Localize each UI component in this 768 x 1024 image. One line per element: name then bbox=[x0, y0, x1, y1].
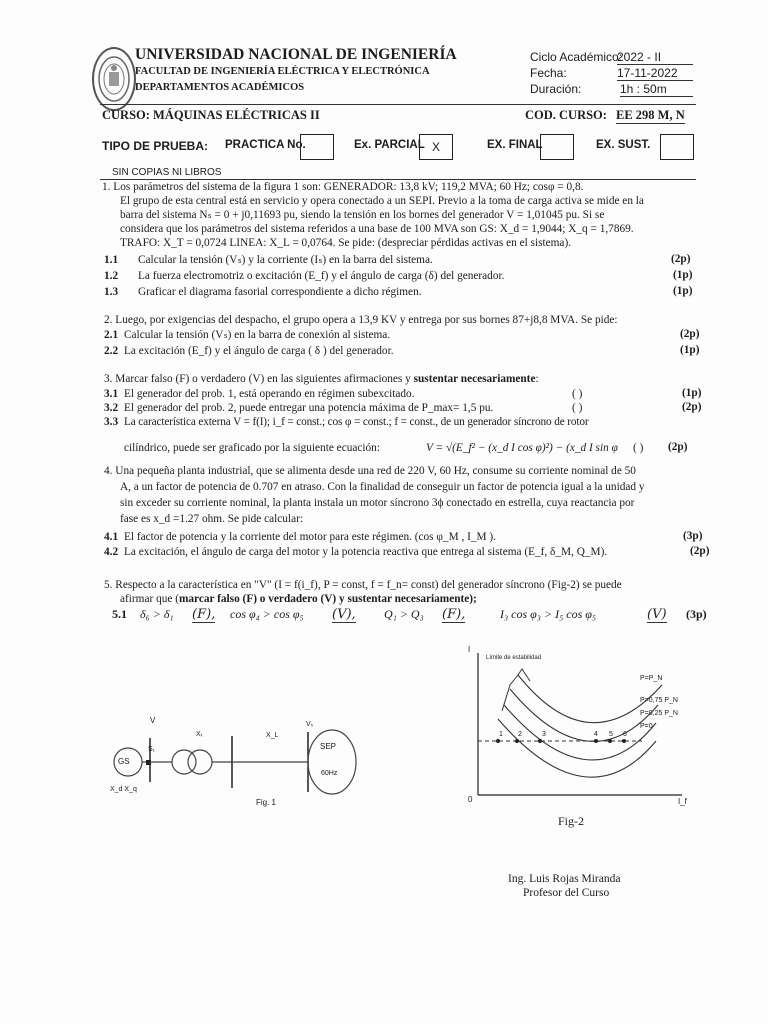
q3-1-number: 3.1 bbox=[104, 388, 119, 400]
q3-3-answer-box[interactable]: ( ) bbox=[633, 442, 644, 454]
q4-line-3: sin exceder su corriente nominal, la planta instala un motor síncrono 3ϕ conectado en estrella, cuya reactancia por bbox=[120, 497, 635, 509]
q2-line-1: 2. Luego, por exigencias del despacho, el grupo opera a 13,9 KV y entrega por sus bornes 87+j8,8 MVA. Se pide: bbox=[104, 314, 618, 326]
fig2-point-2: 2 bbox=[518, 731, 522, 738]
fig1-hz-label: 60Hz bbox=[321, 770, 338, 777]
fig2-curve-label-025: P=0,25 P_N bbox=[640, 710, 678, 717]
fig2-curve-label-0: P=0 bbox=[640, 723, 653, 730]
q1-line-1: 1. Los parámetros del sistema de la figura 1 son: GENERADOR: 13,8 kV; 119,2 MVA; 60 Hz; cosφ = 0,8. bbox=[102, 181, 584, 193]
power-system-symbol bbox=[308, 730, 356, 794]
q1-line-5: TRAFO: X_T = 0,0724 LINEA: X_L = 0,0764. Se pide: (despreciar pérdidas activas en el sistema). bbox=[120, 237, 572, 249]
fig1-xdxq-label: X_d X_q bbox=[110, 786, 137, 793]
figure-1-diagram bbox=[110, 710, 370, 820]
fig1-caption: Fig. 1 bbox=[256, 798, 277, 807]
q5-intro: afirmar que ( bbox=[120, 593, 179, 605]
q3-line-1 bbox=[104, 372, 539, 386]
course-code-label: COD. CURSO: bbox=[525, 108, 607, 122]
professor-name: Ing. Luis Rojas Miranda bbox=[508, 873, 621, 885]
q1-2-points: (1p) bbox=[673, 269, 693, 281]
q1-1-points: (2p) bbox=[671, 253, 691, 265]
fig1-gs-label: GS bbox=[118, 757, 130, 766]
figure-2-v-curves bbox=[460, 645, 690, 815]
q3-3-text-2: cilíndrico, puede ser graficado por la siguiente ecuación: bbox=[124, 442, 380, 454]
sust-label: EX. SUST. bbox=[596, 139, 651, 151]
final-checkbox[interactable] bbox=[540, 134, 574, 160]
university-seal bbox=[92, 47, 136, 111]
parcial-checkbox[interactable]: X bbox=[419, 134, 453, 160]
v-curves-plot bbox=[460, 645, 690, 815]
cycle-value: 2022 - II bbox=[617, 50, 693, 65]
q3-3-points: (2p) bbox=[668, 441, 688, 453]
curve-p-0 bbox=[498, 719, 656, 777]
stability-limit-curve bbox=[502, 669, 530, 711]
fig1-v-label: V bbox=[150, 716, 156, 725]
q2-1-points: (2p) bbox=[680, 328, 700, 340]
q5-1-statement-4: I₃ cos φ₃ > I₅ cos φ₅ bbox=[500, 607, 597, 621]
professor-role: Profesor del Curso bbox=[523, 887, 610, 899]
q1-2-text: La fuerza electromotriz o excitación (E_f) y el ángulo de carga (δ) del generador. bbox=[138, 270, 505, 282]
q5-1-answer-3: (F), bbox=[442, 607, 466, 622]
fig1-vs-label: Vₛ bbox=[306, 721, 314, 728]
fig2-curve-label-075: P=0,75 P_N bbox=[640, 697, 678, 704]
q5-1-statement-3: Q₁ > Q₃ bbox=[384, 607, 424, 621]
date-label: Fecha: bbox=[530, 66, 567, 80]
cycle-label: Ciclo Académico: bbox=[530, 50, 623, 64]
q3-3-text: La característica externa V = f(I); i_f = const.; cos φ = const.; f = const., de un generador síncrono de rotor bbox=[124, 416, 589, 428]
q3-3-number: 3.3 bbox=[104, 416, 119, 428]
q4-line-1: 4. Una pequeña planta industrial, que se alimenta desde una red de 220 V, 60 Hz, consume su corriente nominal de 50 bbox=[104, 465, 636, 477]
q4-line-4: fase es x_d =1.27 ohm. Se pide calcular: bbox=[120, 513, 303, 525]
q3-3-equation: V = √(E_f² − (x_d I cos φ)²) − (x_d I sin φ bbox=[426, 442, 618, 454]
q4-2-number: 4.2 bbox=[104, 546, 119, 558]
q1-line-3: barra del sistema Nₛ = 0 + j0,11693 pu, siendo la tensión en los bornes del generador V = 1,01045 pu. Si se bbox=[120, 209, 605, 221]
practica-checkbox[interactable] bbox=[300, 134, 334, 160]
no-copies-note: SIN COPIAS NI LIBROS bbox=[112, 167, 222, 178]
q4-1-text: El factor de potencia y la corriente del motor para este régimen. (cos φ_M , I_M ). bbox=[124, 531, 496, 543]
fig2-point-4: 4 bbox=[594, 731, 598, 738]
q5-line-1: 5. Respecto a la característica en "V" (I = f(i_f), P = const, f = f_n= const) del generador síncrono (Fig-2) se puede bbox=[104, 579, 622, 591]
q3-2-answer-box[interactable]: ( ) bbox=[572, 402, 583, 414]
departments-name: DEPARTAMENTOS ACADÉMICOS bbox=[135, 82, 305, 93]
q5-1-points: (3p) bbox=[686, 607, 707, 621]
q2-1-text: Calcular la tensión (Vₛ) en la barra de conexión al sistema. bbox=[124, 329, 391, 341]
course-name: CURSO: MÁQUINAS ELÉCTRICAS II bbox=[102, 108, 320, 122]
duration-value: 1h : 50m bbox=[620, 82, 693, 97]
fig1-xl-label: X_L bbox=[266, 732, 279, 739]
fig2-point-1: 1 bbox=[499, 731, 503, 738]
q1-3-number: 1.3 bbox=[104, 286, 119, 298]
fig2-point-6: 6 bbox=[623, 731, 627, 738]
q3-intro-bold: sustentar necesariamente bbox=[413, 373, 536, 385]
sust-checkbox[interactable] bbox=[660, 134, 694, 160]
q1-3-text: Graficar el diagrama fasorial correspondiente a dicho régimen. bbox=[138, 286, 422, 298]
faculty-name: FACULTAD DE INGENIERÍA ELÉCTRICA Y ELECTRÓNICA bbox=[135, 66, 430, 77]
duration-label: Duración: bbox=[530, 82, 582, 96]
q2-2-number: 2.2 bbox=[104, 345, 119, 357]
fig2-y-axis-label: I bbox=[468, 645, 471, 654]
fig2-curve-label-pn: P=P_N bbox=[640, 675, 663, 682]
fig2-stability-label: Límite de estabilidad bbox=[486, 655, 542, 661]
practica-label: PRACTICA No. bbox=[225, 139, 306, 151]
final-label: EX. FINAL bbox=[487, 139, 543, 151]
q3-2-text: El generador del prob. 2, puede entregar una potencia máxima de P_max= 1,5 pu. bbox=[124, 402, 494, 414]
q5-1-answer-4: (V) bbox=[647, 607, 667, 622]
fig2-point-3: 3 bbox=[542, 731, 546, 738]
q4-2-points: (2p) bbox=[690, 545, 710, 557]
q2-2-text: La excitación (E_f) y el ángulo de carga ( δ ) del generador. bbox=[124, 345, 394, 357]
q4-line-2: A, a un factor de potencia de 0.707 en atraso. Con la finalidad de conseguir un factor de potencia igual a la unidad y bbox=[120, 481, 645, 493]
university-name: UNIVERSIDAD NACIONAL DE INGENIERÍA bbox=[135, 46, 457, 63]
q3-intro: 3. Marcar falso (F) o verdadero (V) en las siguientes afirmaciones y bbox=[104, 373, 414, 385]
seal-emblem-icon bbox=[97, 54, 131, 104]
q1-3-points: (1p) bbox=[673, 285, 693, 297]
q3-2-points: (2p) bbox=[682, 401, 702, 413]
q5-1-statement-1: δ₆ > δ₁ bbox=[140, 607, 174, 621]
q3-1-points: (1p) bbox=[682, 387, 702, 399]
parcial-label: Ex. PARCIAL bbox=[354, 139, 425, 151]
header-divider bbox=[100, 104, 696, 105]
q1-line-2: El grupo de esta central está en servicio y opera conectado a un SEPI. Previo a la toma de carga activa se mide en la bbox=[120, 195, 644, 207]
q5-1-statement-2: cos φ₄ > cos φ₅ bbox=[230, 607, 304, 621]
q1-2-number: 1.2 bbox=[104, 270, 119, 282]
course-code-value: EE 298 M, N bbox=[616, 108, 685, 122]
fig2-origin-label: 0 bbox=[468, 795, 473, 804]
q4-1-number: 4.1 bbox=[104, 531, 119, 543]
curve-p-025 bbox=[504, 705, 656, 760]
q3-1-text: El generador del prob. 1, está operando en régimen subexcitado. bbox=[124, 388, 415, 400]
q3-1-answer-box[interactable]: ( ) bbox=[572, 388, 583, 400]
date-value: 17-11-2022 bbox=[617, 66, 693, 81]
q3-intro-end: : bbox=[535, 373, 539, 385]
q4-1-points: (3p) bbox=[683, 530, 703, 542]
q3-2-number: 3.2 bbox=[104, 402, 119, 414]
one-line-diagram bbox=[110, 710, 370, 820]
fig2-point-5: 5 bbox=[609, 731, 613, 738]
transformer-secondary bbox=[188, 750, 212, 774]
fig1-sep-label: SEP bbox=[320, 742, 337, 751]
fig1-xt-label: Xₜ bbox=[196, 731, 203, 738]
q2-2-points: (1p) bbox=[680, 344, 700, 356]
transformer-primary bbox=[172, 750, 196, 774]
q2-1-number: 2.1 bbox=[104, 329, 119, 341]
q1-line-4: considera que los parámetros del sistema referidos a una base de 100 MVA son GS: X_d = 1,9044; X_q = 1,7869. bbox=[120, 223, 634, 235]
q4-2-text: La excitación, el ángulo de carga del motor y la potencia reactiva que entrega al sistema (E_f, δ_M, Q_M). bbox=[124, 546, 608, 558]
q1-1-number: 1.1 bbox=[104, 254, 119, 266]
q5-1-answer-1: (F), bbox=[192, 607, 216, 622]
q5-intro-bold: marcar falso (F) o verdadero (V) y sustentar necesariamente); bbox=[178, 593, 477, 605]
fig1-s1-label: S₁ bbox=[148, 746, 156, 753]
q1-1-text: Calcular la tensión (Vₛ) y la corriente (Iₛ) en la barra del sistema. bbox=[138, 254, 433, 266]
fig2-x-axis-label: I_f bbox=[678, 797, 687, 806]
q5-1-number: 5.1 bbox=[112, 607, 127, 621]
q5-line-2 bbox=[120, 592, 477, 606]
fig2-caption: Fig-2 bbox=[558, 814, 585, 828]
q5-1-answer-2: (V), bbox=[332, 607, 356, 622]
test-type-label: TIPO DE PRUEBA: bbox=[102, 139, 209, 153]
